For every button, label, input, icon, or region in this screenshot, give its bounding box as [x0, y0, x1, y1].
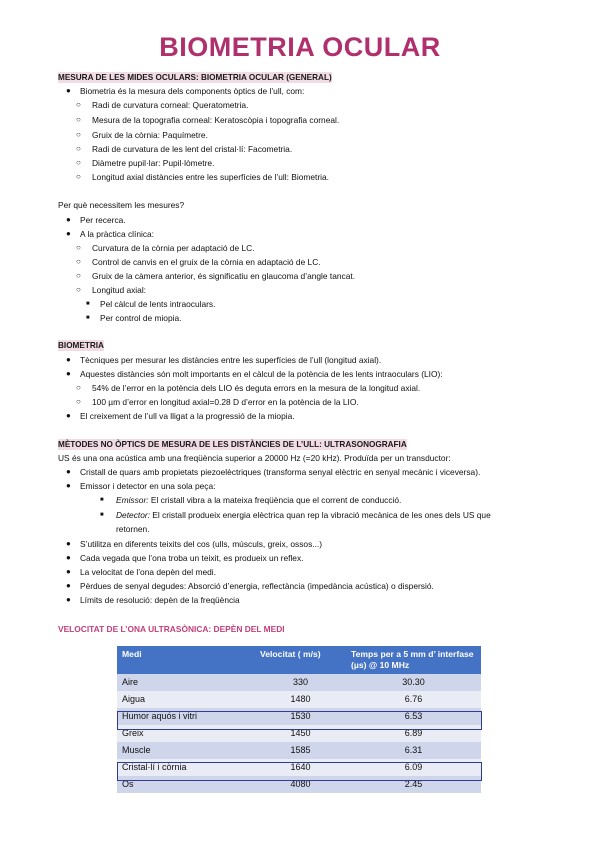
list-item: La velocitat de l’ona depèn del medi.: [80, 567, 216, 577]
bullet-circle: ○: [76, 172, 81, 181]
list-item: Radi de curvatura de les lent del cristal·lí: Facometria.: [92, 144, 293, 154]
list-item-emissor: [116, 495, 401, 505]
bullet-dot: ●: [66, 86, 71, 95]
bullet-dot: ●: [66, 411, 71, 420]
bullet-square: ■: [86, 315, 90, 321]
bullet-circle: ○: [76, 100, 81, 109]
bullet-dot: ●: [66, 355, 71, 364]
detector-text: El cristall produeix energia elèctrica quan rep la vibració mecànica de les ones dels US que: [149, 510, 491, 520]
list-item: Límits de resolució: depèn de la freqüència: [80, 595, 240, 605]
bullet-circle: ○: [76, 243, 81, 252]
table-row: [117, 759, 481, 776]
cell-medi: Os: [117, 776, 255, 793]
section-heading-general: MESURA DE LES MIDES OCULARS: BIOMETRIA OCULAR (GENERAL): [58, 73, 332, 82]
table-header-row: [117, 646, 481, 674]
list-item: Gruix de la càmera anterior, és significatiu en glaucoma d’angle tancat.: [92, 271, 356, 281]
cell-temps: 6.09: [346, 759, 481, 776]
cell-medi: Humor aquós i vitri: [117, 708, 255, 725]
list-item: El creixement de l’ull va lligat a la progressió de la miopia.: [80, 411, 295, 421]
table-row: [117, 725, 481, 742]
bullet-circle: ○: [76, 130, 81, 139]
bullet-circle: ○: [76, 285, 81, 294]
list-item: Cristall de quars amb propietats piezoelèctriques (transforma senyal elèctric en senyal mecànic i viceversa).: [80, 467, 481, 477]
header-medi: Medi: [117, 646, 255, 674]
list-item: Diàmetre pupil·lar: Pupil·lòmetre.: [92, 158, 215, 168]
list-item: 54% de l’error en la potència dels LIO és deguta errors en la mesura de la longitud axial.: [92, 383, 421, 393]
header-velocitat: Velocitat ( m/s): [255, 646, 346, 674]
bullet-circle: ○: [76, 257, 81, 266]
list-item: S’utilitza en diferents teixits del cos (ulls, músculs, greix, ossos...): [80, 539, 323, 549]
list-item: Aquestes distàncies són molt importants en el càlcul de la potència de les lents intraoculars (LIO):: [80, 369, 443, 379]
bullet-dot: ●: [66, 553, 71, 562]
list-item: Gruix de la còrnia: Paquímetre.: [92, 130, 208, 140]
velocity-table: [117, 646, 481, 793]
bullet-circle: ○: [76, 271, 81, 280]
list-item: Longitud axial:: [92, 285, 147, 295]
table-row: [117, 674, 481, 691]
cell-velocitat: 1450: [255, 725, 346, 742]
cell-temps: 2.45: [346, 776, 481, 793]
bullet-dot: ●: [66, 369, 71, 378]
bullet-square: ■: [86, 301, 90, 307]
list-item: Per recerca.: [80, 215, 126, 225]
list-item: Radi de curvatura corneal: Queratometria.: [92, 100, 249, 110]
cell-medi: Aigua: [117, 691, 255, 708]
emissor-text: El cristall vibra a la mateixa freqüència que el corrent de conducció.: [148, 495, 402, 505]
table-row: [117, 742, 481, 759]
section-heading-biometria: BIOMETRIA: [58, 341, 104, 350]
cell-velocitat: 1530: [255, 708, 346, 725]
cell-medi: Aire: [117, 674, 255, 691]
cell-temps: 6.76: [346, 691, 481, 708]
cell-medi: Greix: [117, 725, 255, 742]
list-item-detector: [116, 510, 491, 520]
cell-velocitat: 1640: [255, 759, 346, 776]
list-item: Cada vegada que l’ona troba un teixit, es produeix un reflex.: [80, 553, 304, 563]
paragraph: US és una ona acústica amb una freqüència superior a 20000 Hz (=20 kHz). Produïda per un transductor:: [58, 453, 451, 463]
list-item-continuation: retornen.: [116, 524, 150, 534]
list-item: 100 µm d’error en longitud axial=0.28 D d’error en la potència de la LIO.: [92, 397, 359, 407]
list-item: Per control de miopia.: [100, 313, 182, 323]
cell-velocitat: 4080: [255, 776, 346, 793]
list-item: Mesura de la topografia corneal: Keratoscòpia i topografia corneal.: [92, 115, 340, 125]
list-item: Emissor i detector en una sola peça:: [80, 481, 216, 491]
cell-velocitat: 330: [255, 674, 346, 691]
cell-temps: 30.30: [346, 674, 481, 691]
bullet-square: ■: [100, 512, 104, 518]
bullet-dot: ●: [66, 581, 71, 590]
section-heading-ultrasonografia: MÈTODES NO ÒPTICS DE MESURA DE LES DISTÀNCIES DE L’ULL: ULTRASONOGRAFIA: [58, 440, 407, 449]
bullet-square: ■: [100, 497, 104, 503]
bullet-dot: ●: [66, 567, 71, 576]
list-item: Longitud axial distàncies entre les superfícies de l’ull: Biometria.: [92, 172, 329, 182]
cell-temps: 6.31: [346, 742, 481, 759]
cell-medi: Cristal·lí i còrnia: [117, 759, 255, 776]
bullet-dot: ●: [66, 481, 71, 490]
bullet-dot: ●: [66, 467, 71, 476]
list-item: Pel càlcul de lents intraoculars.: [100, 299, 216, 309]
cell-medi: Muscle: [117, 742, 255, 759]
bullet-circle: ○: [76, 158, 81, 167]
table-row: [117, 691, 481, 708]
cell-velocitat: 1585: [255, 742, 346, 759]
bullet-circle: ○: [76, 144, 81, 153]
bullet-dot: ●: [66, 215, 71, 224]
paragraph: Per què necessitem les mesures?: [58, 200, 185, 210]
detector-label: Detector:: [116, 510, 150, 520]
cell-temps: 6.53: [346, 708, 481, 725]
emissor-label: Emissor:: [116, 495, 149, 505]
bullet-dot: ●: [66, 595, 71, 604]
table-row: [117, 776, 481, 793]
table-heading: VELOCITAT DE L’ONA ULTRASÒNICA: DEPÈN DEL MEDI: [58, 624, 285, 634]
bullet-circle: ○: [76, 397, 81, 406]
list-item: A la pràctica clínica:: [80, 229, 155, 239]
list-item: Pèrdues de senyal degudes: Absorció d’energia, reflectància (impedància acústica) o dispersió.: [80, 581, 434, 591]
header-temps: Temps per a 5 mm d’ interfase (µs) @ 10 MHz: [346, 646, 481, 674]
bullet-dot: ●: [66, 539, 71, 548]
list-item: Tècniques per mesurar les distàncies entre les superfícies de l’ull (longitud axial).: [80, 355, 382, 365]
list-item: Control de canvis en el gruix de la còrnia en adaptació de LC.: [92, 257, 321, 267]
bullet-dot: ●: [66, 229, 71, 238]
list-item: Curvatura de la còrnia per adaptació de LC.: [92, 243, 255, 253]
cell-temps: 6.89: [346, 725, 481, 742]
page-title: BIOMETRIA OCULAR: [159, 32, 441, 62]
table-row: [117, 708, 481, 725]
bullet-circle: ○: [76, 115, 81, 124]
list-item: Biometria és la mesura dels components òptics de l’ull, com:: [80, 86, 305, 96]
cell-velocitat: 1480: [255, 691, 346, 708]
bullet-circle: ○: [76, 383, 81, 392]
